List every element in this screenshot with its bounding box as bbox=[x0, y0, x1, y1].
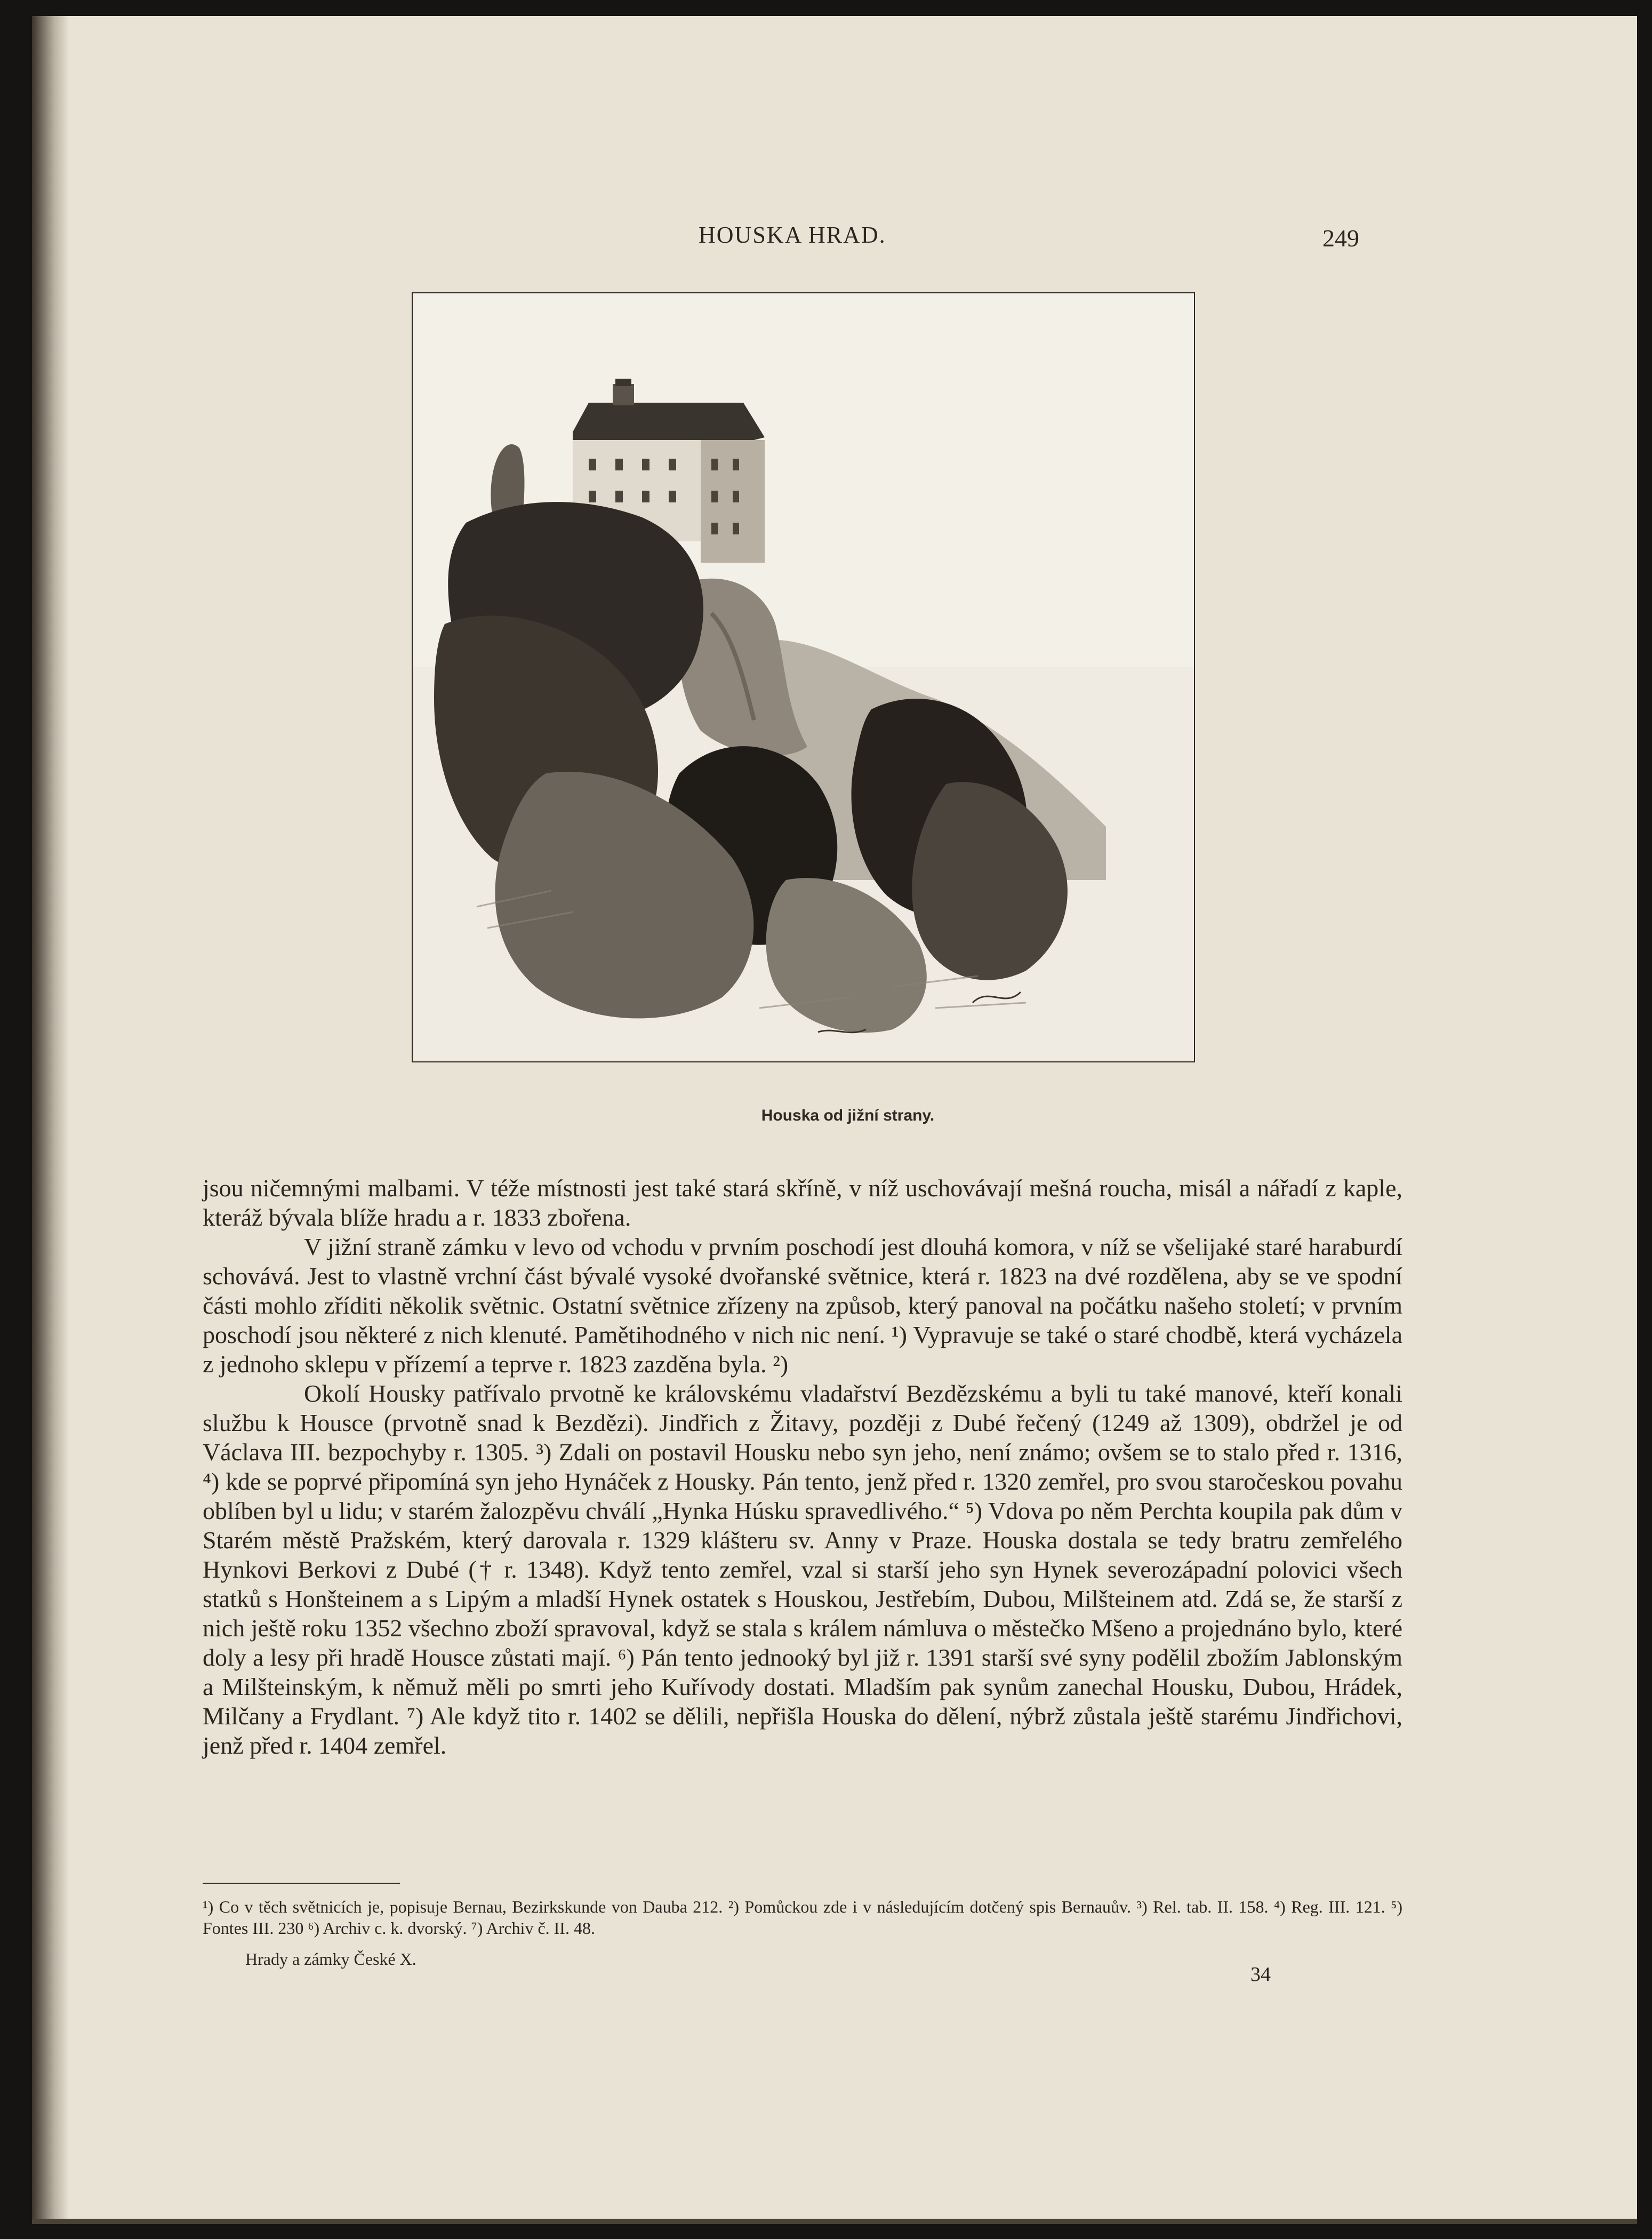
paragraph: Okolí Housky patřívalo prvotně ke královskému vladařství Bezdězskému a byli tu také manové, kteří konali službu k Housce (prvotně snad k Bezdězi). Jindřich z Žitavy, později z Dubé řečený (1249 až 1309), obdržel je od Václava III. bezpochyby r. 1305. ³) Zdali on postavil Housku nebo syn jeho, není známo; ovšem se to stalo před r. 1316, ⁴) kde se poprvé připomíná syn jeho Hynáček z Housky. Pán tento, jenž před r. 1320 zemřel, pro svou staročeskou povahu oblíben byl u lidu; v starém žalozpěvu chválí „Hynka Húsku spravedlivého.“ ⁵) Vdova po něm Perchta koupila pak dům v Starém městě Pražském, který darovala r. 1329 klášteru sv. Anny v Praze. Houska dostala se tedy bratru zemřelého Hynkovi Berkovi z Dubé († r. 1348). Když tento zemřel, vzal si starší jeho syn Hynek severozápadní polovici všech statků s Honšteinem a s Lipým a mladší Hynek ostatek s Houskou, Jestřebím, Dubou, Milšteinem atd. Zdá se, že starší z nich ještě roku 1352 všechno zboží spravoval, když se stala s králem námluva o městečko Mšeno a projednáno bylo, které doly a lesy při hradě Housce zůstati mají. ⁶) Pán tento jednooký byl již r. 1391 starší své syny podělil zbožím Jablonským a Milšteinským, k němuž měli po smrti jeho Kuřívody dostati. Mladším pak synům zanechal Housku, Dubou, Hrádek, Milčany a Frydlant. ⁷) Ale když tito r. 1402 se dělili, nepřišla Houska do dělení, nýbrž zůstala ještě starému Jindřichovi, jenž před r. 1404 zemřel. bbox=[203, 1380, 1402, 1759]
page-edge bbox=[32, 2219, 1637, 2224]
book-page bbox=[32, 16, 1637, 2224]
paragraph: jsou ničemnými malbami. V téže místnosti jest také stará skříně, v níž uschovávají mešná roucha, misál a nářadí z kaple, kteráž bývala blíže hradu a r. 1833 zbořena. bbox=[203, 1174, 1402, 1231]
castle-illustration bbox=[412, 292, 1195, 1062]
body-text bbox=[203, 1173, 1402, 1760]
signature-mark: 34 bbox=[1250, 1963, 1271, 1986]
work-title: Hrady a zámky České X. bbox=[245, 1949, 416, 1969]
footnotes: ¹) Co v těch světnicích je, popisuje Bernau, Bezirkskunde von Dauba 212. ²) Pomůckou zde i v následujícím dotčený spis Bernauův. ³) Rel. tab. II. 158. ⁴) Reg. III. 121. ⁵) Fontes III. 230 ⁶) Archiv c. k. dvorský. ⁷) Archiv č. II. 48. bbox=[203, 1897, 1402, 1938]
spine-shadow bbox=[32, 16, 69, 2224]
figure-caption: Houska od jižní strany. bbox=[761, 1107, 935, 1124]
page-number: 249 bbox=[1322, 225, 1359, 252]
paragraph: V jižní straně zámku v levo od vchodu v prvním poschodí jest dlouhá komora, v níž se všelijaké staré haraburdí schovává. Jest to vlastně vrchní část bývalé vysoké dvořanské světnice, která r. 1823 na dvé rozdělena, aby se ve spodní části mohlo zříditi několik světnic. Ostatní světnice zřízeny na způsob, který panoval na počátku našeho století; v prvním poschodí jsou některé z nich klenuté. Pamětihodného v nich nic není. ¹) Vypravuje se také o staré chodbě, která vycházela z jednoho sklepu v přízemí a teprve r. 1823 zazděna byla. ²) bbox=[203, 1233, 1402, 1378]
running-head: HOUSKA HRAD. bbox=[699, 222, 886, 248]
footnote-rule bbox=[203, 1883, 400, 1884]
